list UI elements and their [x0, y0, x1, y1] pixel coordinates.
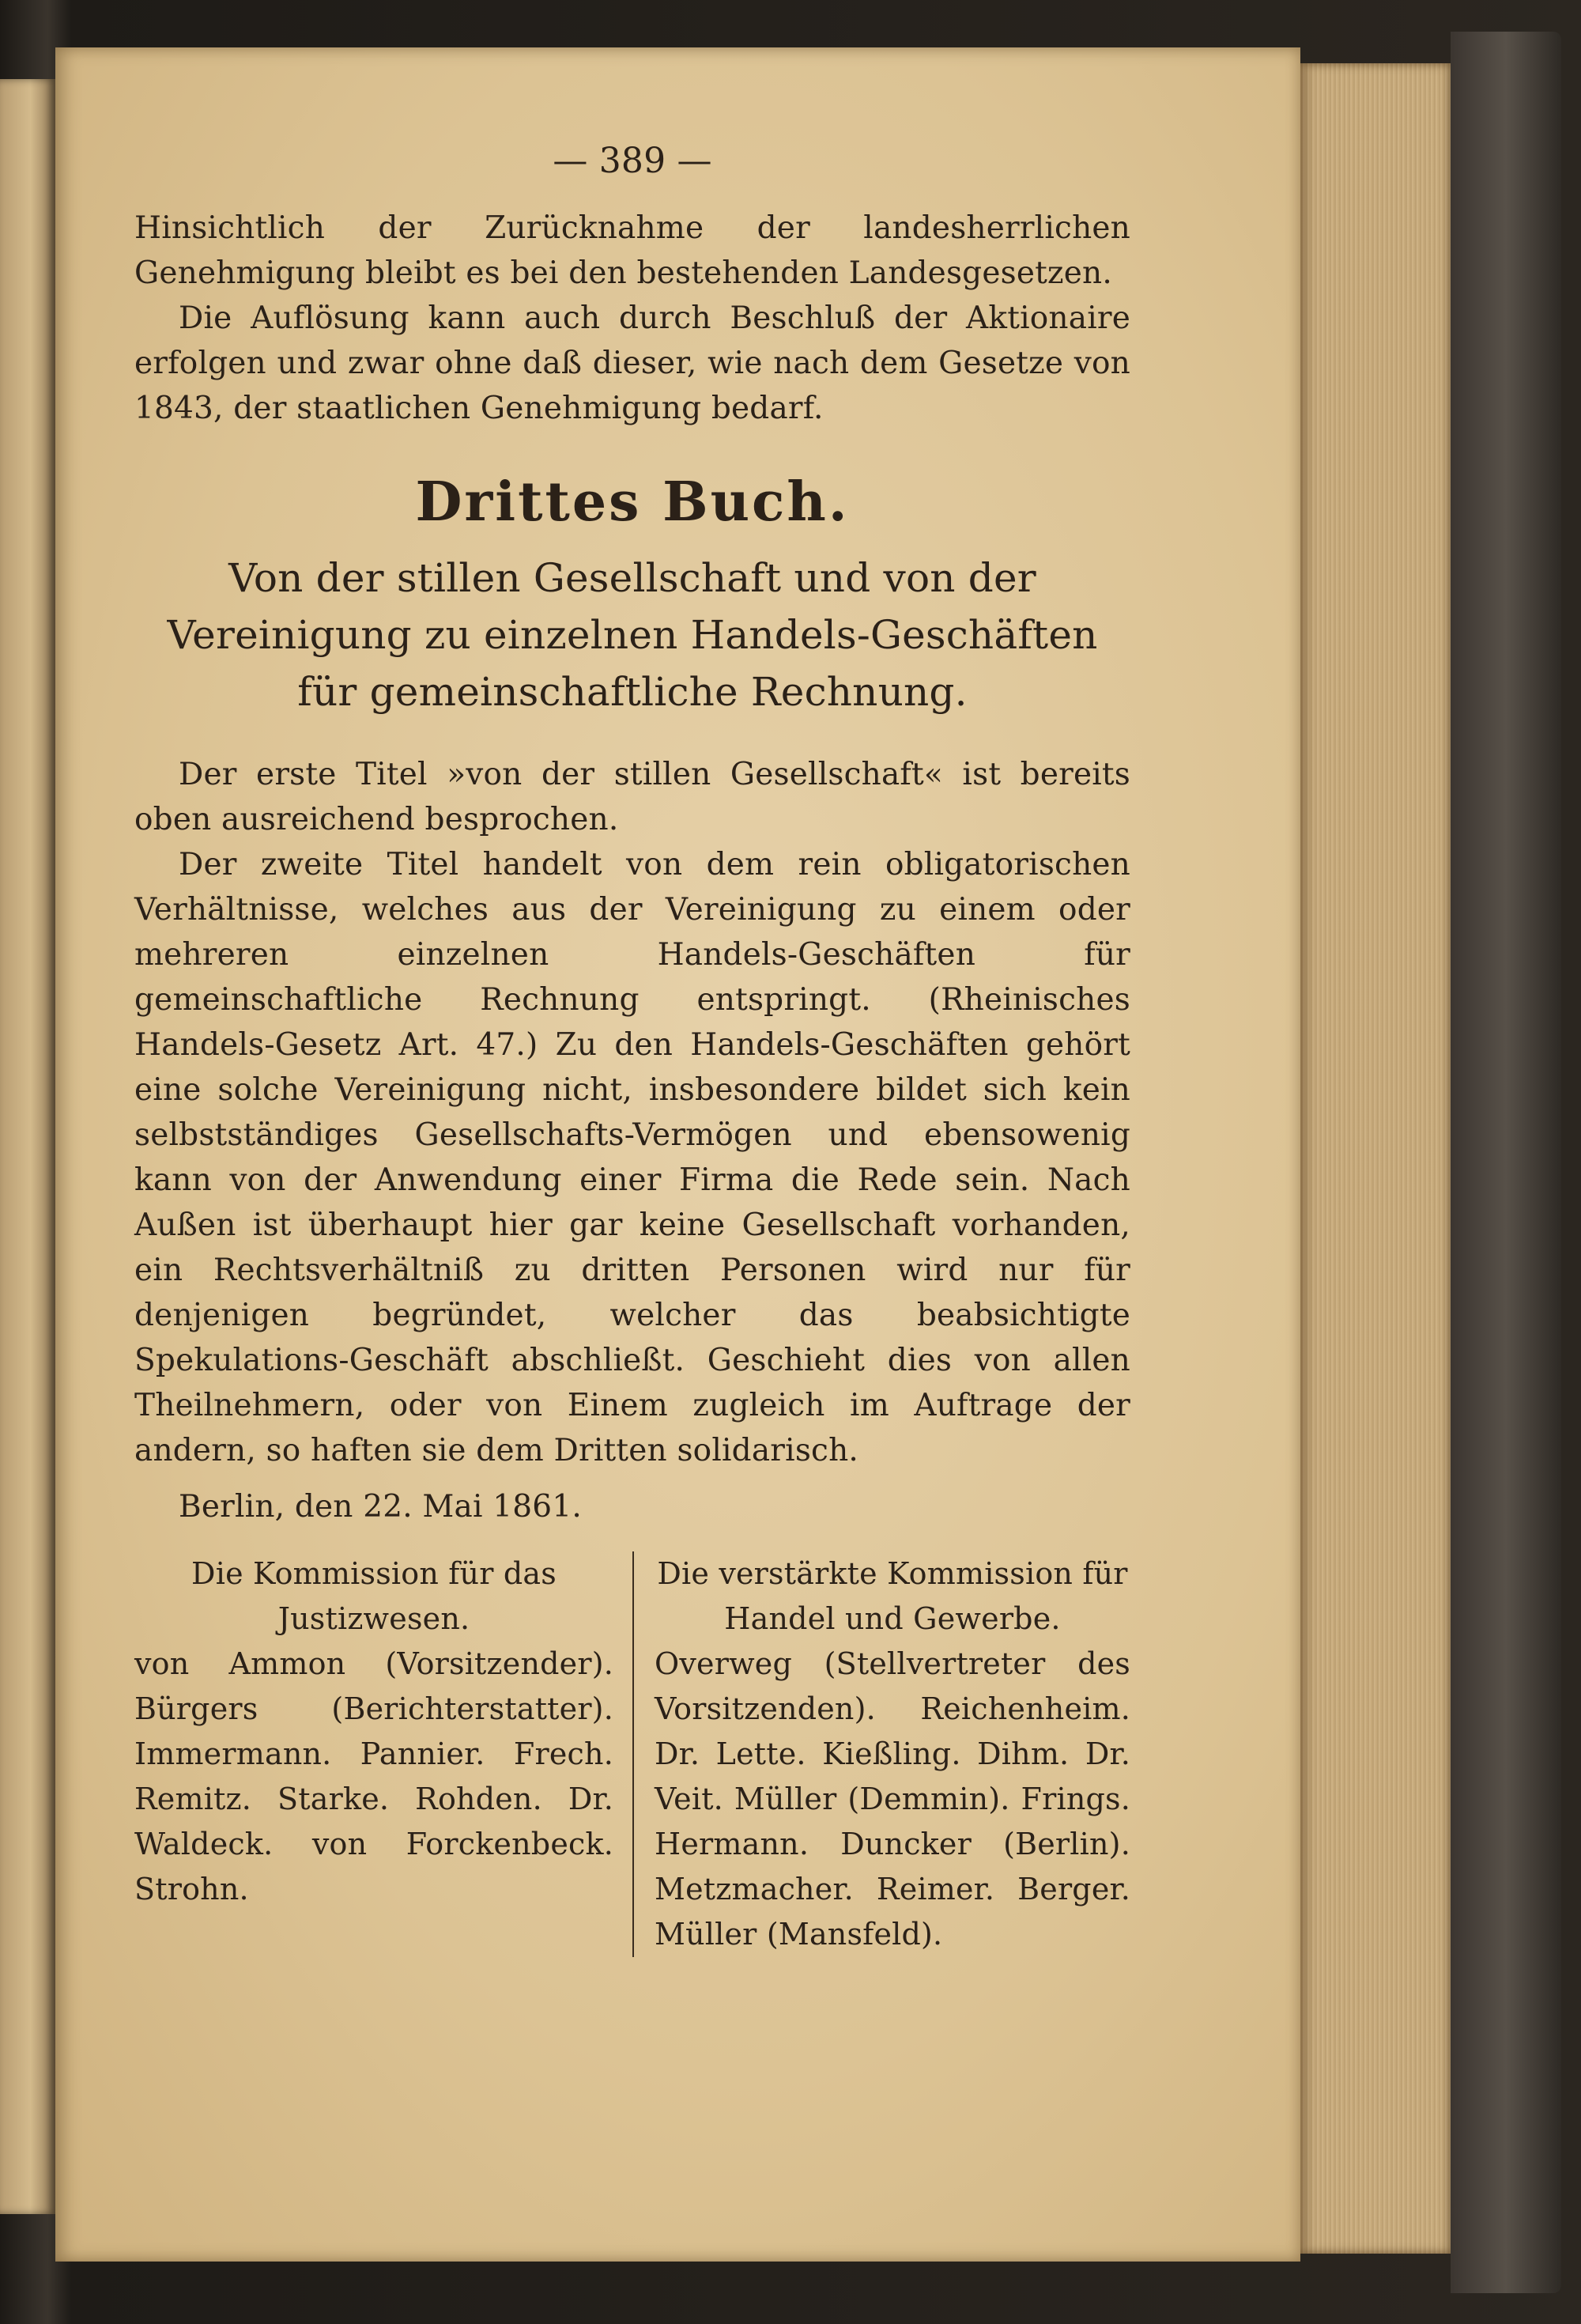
intro-paragraph: Hinsichtlich der Zurücknahme der landesherrlichen Genehmigung bleibt es bei den bestehenden Landesgesetzen. [134, 210, 1130, 291]
left-commission-heading: Die Kommission für das Justizwesen. [191, 1556, 557, 1636]
book-title: Drittes Buch. [415, 470, 850, 534]
dateline: Berlin, den 22. Mai 1861. [179, 1489, 582, 1525]
page-number: — 389 — [553, 141, 712, 181]
page-block-edge [1300, 63, 1451, 2254]
left-commission-column [134, 1551, 632, 1957]
body-paragraph: Der erste Titel »von der stillen Gesellschaft« ist bereits oben ausreichend besprochen. [134, 757, 1130, 837]
intro-paragraph: Die Auflösung kann auch durch Beschluß der Aktionaire erfolgen und zwar ohne daß dieser, wie nach dem Gesetze von 1843, der staatlichen Genehmigung bedarf. [134, 300, 1130, 426]
body-paragraph: Der zweite Titel handelt von dem rein obligatorischen Verhältnisse, welches aus der Vereinigung zu einem oder mehreren einzelnen Handels-Geschäften für gemeinschaftliche Rechnung entspringt. (Rheinisches Handels-Gesetz Art. 47.) Zu den Handels-Geschäften gehört eine solche Vereinigung nicht, insbesondere bildet sich kein selbstständiges Gesellschafts-Vermögen und ebensowenig kann von der Anwendung einer Firma die Rede sein. Nach Außen ist überhaupt hier gar keine Gesellschaft vorhanden, ein Rechtsverhältniß zu dritten Personen wird nur für denjenigen begründet, welcher das beabsichtigte Spekulations-Geschäft abschließt. Geschieht dies von allen Theilnehmern, oder von Einem zugleich im Auftrage der andern, so haften sie dem Dritten solidarisch. [134, 847, 1130, 1468]
book-cover [1451, 32, 1561, 2293]
left-commission-members: von Ammon (Vorsitzender). Bürgers (Berichterstatter). Immermann. Pannier. Frech. Remitz. Starke. Rohden. Dr. Waldeck. von Forckenbeck. Strohn. [134, 1646, 613, 1906]
book-subtitle: Von der stillen Gesellschaft und von der Vereinigung zu einzelnen Handels-Geschäften für gemeinschaftliche Rechnung. [167, 555, 1098, 715]
facing-page-edge [0, 79, 55, 2214]
right-commission-column [632, 1551, 1130, 1957]
signature-columns [134, 1551, 1130, 1957]
right-commission-members: Overweg (Stellvertreter des Vorsitzenden). Reichenheim. Dr. Lette. Kießling. Dihm. Dr. Veit. Müller (Demmin). Frings. Hermann. Duncker (Berlin). Metzmacher. Reimer. Berger. Müller (Mansfeld). [655, 1646, 1130, 1952]
page-content [134, 138, 1130, 1957]
right-commission-heading: Die verstärkte Kommission für Handel und Gewerbe. [657, 1556, 1128, 1636]
